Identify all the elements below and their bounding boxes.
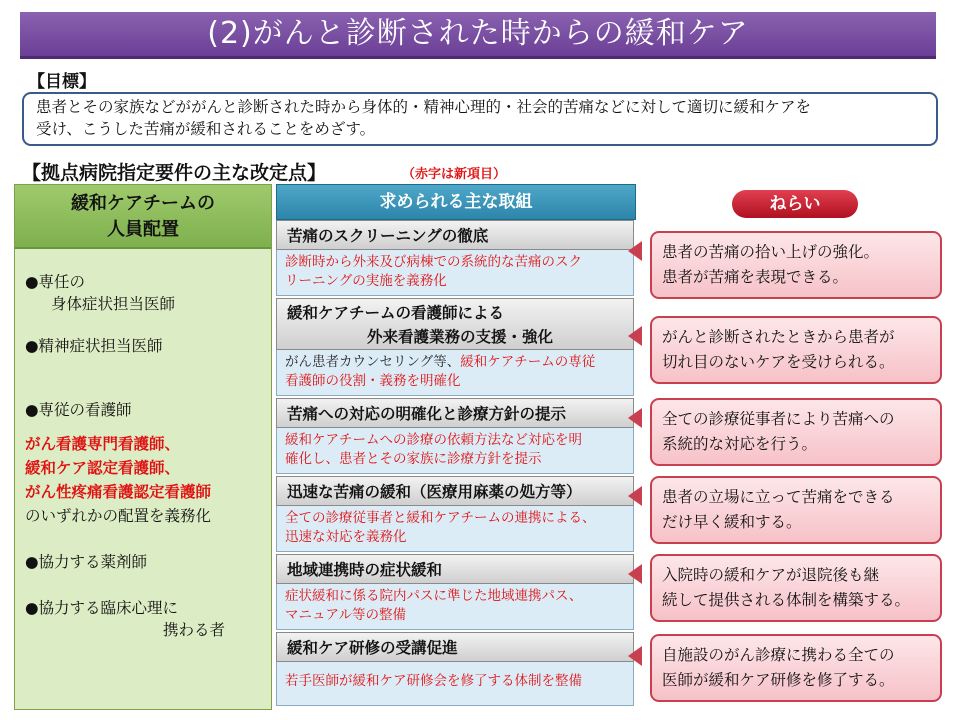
team-heading	[15, 185, 271, 249]
effort-detail	[276, 428, 634, 474]
team-item-physical-cont: 身体症状担当医師	[51, 295, 176, 313]
team-red-4: のいずれかの配置を義務化	[25, 507, 212, 525]
requirements-note: （赤字は新項目）	[402, 167, 507, 182]
effort-title: 苦痛への対応の明確化と診療方針の提示	[276, 398, 634, 428]
team-heading-line-1: 緩和ケアチームの	[71, 193, 215, 214]
aim-line-1: 全ての診療従事者により苦痛への	[662, 410, 895, 428]
efforts-heading: 求められる主な取組	[276, 184, 636, 220]
effort-detail-line-2: 迅速な対応を義務化	[285, 529, 407, 545]
effort-detail	[276, 662, 634, 706]
effort-detail-line-1: 緩和ケアチームへの診療の依頼方法など対応を明	[285, 432, 582, 448]
effort-item	[276, 554, 634, 630]
team-item-pharmacist: ●協力する薬剤師	[25, 553, 148, 571]
team-staffing-panel	[14, 184, 272, 710]
aims-heading: ねらい	[732, 190, 858, 218]
goal-line-1: 患者とその家族などががんと診断された時から身体的・精神心理的・社会的苦痛などに対して適切に緩和ケアを	[36, 98, 812, 116]
effort-detail-line-1: 全ての診療従事者と緩和ケアチームの連携による、	[285, 510, 596, 526]
aim-line-2: 続して提供される体制を構築する。	[662, 591, 911, 609]
effort-detail	[276, 506, 634, 552]
team-heading-line-2: 人員配置	[107, 219, 179, 240]
arrow-left-icon	[628, 241, 642, 261]
team-item-psychologist: ●協力する臨床心理に	[25, 599, 179, 617]
team-item-nurse: ●専従の看護師	[25, 401, 132, 419]
effort-detail	[276, 584, 634, 630]
effort-detail	[276, 350, 634, 396]
team-item-physical: ●専任の	[25, 273, 86, 291]
aim-box	[650, 634, 942, 702]
arrow-left-icon	[628, 646, 642, 666]
effort-title: 苦痛のスクリーニングの徹底	[276, 220, 634, 250]
aim-box	[650, 398, 942, 466]
team-red-1: がん看護専門看護師、	[25, 435, 181, 453]
aim-line-1: 患者の立場に立って苦痛をできる	[662, 488, 895, 506]
aim-line-2: 医師が緩和ケア研修を修了する。	[662, 671, 895, 689]
aim-box	[650, 316, 942, 384]
aim-line-1: 自施設のがん診療に携わる全ての	[662, 646, 895, 664]
aim-line-2: 切れ目のないケアを受けられる。	[662, 353, 895, 371]
team-red-2: 緩和ケア認定看護師、	[25, 459, 181, 477]
effort-detail-line-2: 確化し、患者とその家族に診療方針を提示	[285, 451, 542, 467]
goal-box	[22, 92, 938, 146]
effort-detail-black: がん患者カウンセリング等、	[285, 354, 461, 370]
aim-box	[650, 476, 942, 544]
effort-title: 迅速な苦痛の緩和（医療用麻薬の処方等）	[276, 476, 634, 506]
effort-detail-red: 緩和ケアチームの専従	[460, 354, 596, 370]
effort-detail-line-2: マニュアル等の整備	[285, 607, 406, 623]
aim-box	[650, 231, 942, 299]
effort-detail	[276, 250, 634, 296]
effort-detail-line-2: 看護師の役割・義務を明確化	[285, 373, 461, 389]
effort-item	[276, 298, 634, 396]
effort-title	[276, 298, 634, 350]
arrow-left-icon	[628, 564, 642, 584]
team-red-3: がん性疼痛看護認定看護師	[25, 483, 212, 501]
aim-line-2: 患者が苦痛を表現できる。	[662, 268, 849, 286]
arrow-left-icon	[628, 408, 642, 428]
arrow-left-icon	[628, 486, 642, 506]
aim-line-2: 系統的な対応を行う。	[662, 435, 818, 453]
page-title: (2)がんと診断された時からの緩和ケア	[207, 16, 749, 51]
effort-title: 緩和ケア研修の受講促進	[276, 632, 634, 662]
team-item-psych: ●精神症状担当医師	[25, 337, 163, 355]
arrow-left-icon	[628, 326, 642, 346]
aim-box	[650, 554, 942, 622]
aim-line-1: 患者の苦痛の拾い上げの強化。	[662, 243, 880, 261]
requirements-title: 【拠点病院指定要件の主な改定点】	[22, 162, 327, 184]
effort-detail-line-1: 診断時から外来及び病棟での系統的な苦痛のスク	[285, 254, 582, 270]
effort-item	[276, 476, 634, 552]
effort-item	[276, 398, 634, 474]
aim-line-2: だけ早く緩和する。	[662, 513, 802, 531]
title-bar	[20, 12, 936, 59]
effort-title-line-2: 外来看護業務の支援・強化	[367, 328, 554, 346]
effort-title-line-1: 緩和ケアチームの看護師による	[287, 304, 505, 322]
effort-detail-line-1: 症状緩和に係る院内パスに準じた地域連携パス、	[285, 588, 583, 604]
aim-line-1: がんと診断されたときから患者が	[662, 328, 895, 346]
goal-line-2: 受け、こうした苦痛が緩和されることをめざす。	[36, 120, 376, 138]
effort-detail-line-1	[285, 353, 625, 372]
aim-line-1: 入院時の緩和ケアが退院後も継	[662, 566, 880, 584]
effort-item	[276, 220, 634, 296]
effort-title: 地域連携時の症状緩和	[276, 554, 634, 584]
effort-item	[276, 632, 634, 706]
team-item-psychologist-cont: 携わる者	[163, 621, 226, 639]
effort-detail-line-1: 若手医師が緩和ケア研修会を修了する体制を整備	[285, 673, 582, 689]
effort-detail-line-2: リーニングの実施を義務化	[285, 273, 447, 289]
goal-label: 【目標】	[28, 72, 96, 92]
